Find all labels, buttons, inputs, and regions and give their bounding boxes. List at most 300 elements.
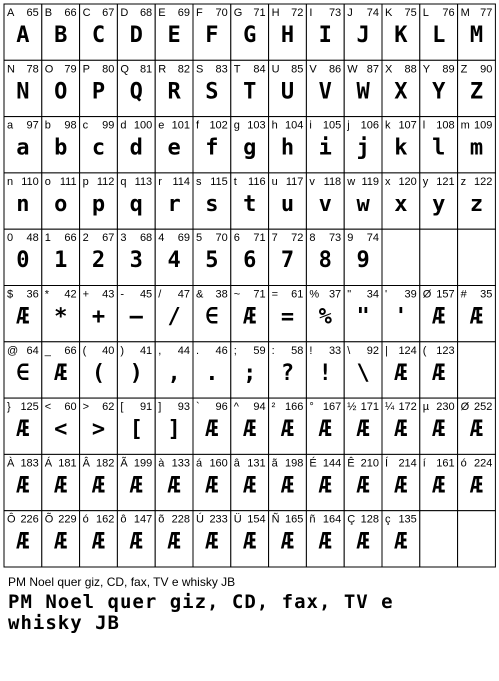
cell-character: É [309,457,317,470]
cell-character: ç [385,513,391,526]
cell-character: 2 [82,232,89,245]
glyph-cell [4,4,42,60]
cell-code: 70 [215,232,228,245]
cell-glyph: R [167,79,181,105]
cell-glyph: Æ [469,304,484,330]
cell-code: 82 [177,63,190,76]
cell-code: 124 [398,344,417,357]
cell-glyph: u [280,191,295,217]
cell-glyph: Æ [54,360,68,386]
glyph-cell [231,286,269,342]
glyph-cell [80,229,118,285]
glyph-cell [344,117,382,173]
cell-code: 77 [480,7,493,19]
cell-code: 107 [398,119,417,132]
cell-glyph: " [356,304,370,330]
glyph-cell [80,511,118,567]
cell-glyph: N [16,79,30,105]
cell-code: 224 [474,457,493,470]
cell-character: Ü [233,513,242,526]
cell-code: 160 [209,457,228,470]
cell-code: 161 [436,457,455,470]
cell-character: Ã [120,457,128,470]
glyph-cell [42,342,80,398]
glyph-cell [231,229,269,285]
cell-code: 45 [139,288,153,301]
cell-glyph: l [432,135,446,161]
cell-code: 172 [398,401,417,414]
glyph-cell [80,342,118,398]
cell-code: 72 [291,232,304,245]
glyph-cell [269,286,307,342]
cell-character: ¼ [385,401,395,414]
glyph-cell [193,117,231,173]
cell-character: - [120,288,125,301]
glyph-cell [344,454,382,510]
cell-character: ó [460,457,467,470]
cell-code: 44 [177,344,190,357]
glyph-cell [42,60,80,116]
cell-code: 66 [64,344,77,357]
glyph-cell [42,117,80,173]
cell-glyph: Æ [432,417,446,443]
glyph-cell [458,286,496,342]
glyph-cell [306,173,344,229]
cell-code: 73 [328,7,342,19]
cell-glyph: 4 [167,248,181,274]
cell-character: f [196,119,200,132]
glyph-cell [382,4,420,60]
cell-character: 5 [196,232,203,245]
cell-code: 229 [58,513,77,526]
cell-glyph: g [243,135,257,161]
cell-glyph: Æ [167,473,181,499]
cell-code: 199 [133,457,153,470]
cell-code: 88 [404,63,417,76]
cell-glyph: / [167,304,181,330]
cell-code: 123 [436,344,455,357]
cell-character: \ [347,344,351,357]
cell-character: [ [120,401,124,414]
cell-character: h [271,119,278,132]
glyph-cell [231,511,269,567]
glyph-cell [80,173,118,229]
cell-code: 230 [436,401,455,414]
cell-character: w [347,175,356,188]
cell-code: 84 [253,63,266,76]
cell-character: , [158,344,162,357]
cell-glyph: 9 [356,248,370,274]
cell-glyph: y [432,191,446,217]
cell-code: 58 [291,344,304,357]
cell-code: 74 [366,232,379,245]
cell-character: Q [120,63,129,76]
cell-glyph: J [356,23,370,48]
cell-code: 64 [26,344,39,357]
cell-character: ° [309,401,314,414]
glyph-cell [193,229,231,285]
glyph-cell [306,4,344,60]
cell-character: 9 [347,232,354,245]
cell-code: 121 [436,175,455,188]
cell-glyph: ' [394,304,408,330]
cell-code: 94 [253,401,266,414]
glyph-cell [117,60,155,116]
cell-glyph: i [318,135,332,161]
cell-code: 69 [177,232,190,245]
glyph-cell [382,454,420,510]
cell-character: # [460,288,467,301]
cell-character: D [120,7,129,19]
cell-character: c [82,119,89,132]
cell-glyph: Æ [243,417,257,443]
cell-code: 80 [102,63,115,76]
cell-code: 157 [436,288,455,301]
glyph-cell [42,4,80,60]
cell-character: r [158,175,162,188]
cell-glyph: x [394,191,408,217]
cell-glyph: Æ [129,473,143,499]
glyph-cell [80,454,118,510]
cell-glyph: < [54,417,68,443]
cell-character: & [196,288,204,301]
cell-character: S [196,63,204,76]
cell-code: 133 [171,457,190,470]
glyph-cell [306,511,344,567]
cell-glyph: Æ [16,529,30,555]
cell-character: Á [44,457,53,470]
glyph-cell [269,229,307,285]
cell-character: 0 [7,232,14,245]
glyph-cell [117,511,155,567]
cell-character: â [233,457,240,470]
glyph-cell [80,4,118,60]
glyph-cell [344,229,382,285]
cell-character: ã [271,457,278,470]
cell-border [420,229,458,285]
cell-glyph: Æ [318,529,332,555]
glyph-cell [344,511,382,567]
glyph-cell [155,60,193,116]
cell-code: 83 [215,63,228,76]
cell-glyph: Æ [394,529,408,555]
cell-glyph: h [280,135,295,161]
cell-glyph: F [205,23,219,48]
glyph-cell [117,454,155,510]
cell-glyph: b [54,135,68,161]
cell-code: 181 [58,457,77,470]
cell-character: p [82,175,89,188]
cell-glyph: ] [167,417,181,443]
cell-glyph: Æ [394,473,408,499]
cell-character: 3 [120,232,127,245]
glyph-cell [193,454,231,510]
cell-character: P [82,63,90,76]
cell-character: m [460,119,470,132]
cell-code: 106 [360,119,379,132]
cell-glyph: Æ [280,417,295,443]
cell-character: } [7,401,11,414]
cell-character: U [271,63,280,76]
glyph-cell [269,117,307,173]
glyph-cell [193,342,231,398]
glyph-cell [269,173,307,229]
cell-character: W [347,63,358,76]
cell-character: I [309,7,313,19]
cell-code: 113 [134,175,153,188]
cell-code: 233 [209,513,228,526]
cell-glyph: ∈ [16,360,30,386]
cell-code: 85 [291,63,304,76]
cell-glyph: Æ [205,473,219,499]
cell-code: 81 [139,63,153,76]
cell-glyph: [ [129,417,143,443]
glyph-cell [155,229,193,285]
cell-character: N [7,63,15,76]
cell-character: ² [271,401,276,414]
cell-character: Ø [422,288,432,301]
cell-character: µ [422,401,430,414]
cell-character: õ [158,513,165,526]
sample-rendered-line-2: whisky JB [8,612,120,634]
glyph-cell [117,286,155,342]
cell-code: 68 [139,7,153,19]
cell-glyph: \ [356,360,370,386]
glyph-cell [269,60,307,116]
cell-code: 252 [474,401,493,414]
cell-code: 38 [215,288,228,301]
cell-border [458,342,496,398]
cell-glyph: Æ [243,473,257,499]
cell-character: Â [82,457,90,470]
cell-code: 131 [247,457,266,470]
cell-code: 66 [64,232,77,245]
cell-code: 67 [102,232,115,245]
cell-glyph: — [129,304,143,330]
cell-code: 198 [285,457,304,470]
glyph-cell [269,454,307,510]
cell-glyph: Æ [318,473,332,499]
cell-glyph: 2 [91,248,106,274]
glyph-cell [193,398,231,454]
cell-character: : [271,344,275,357]
cell-code: 226 [20,513,39,526]
glyph-cell [420,398,458,454]
cell-code: 76 [442,7,455,19]
cell-code: 43 [102,288,115,301]
glyph-cell [231,342,269,398]
cell-glyph: O [54,79,68,105]
glyph-cell [231,117,269,173]
glyph-cell [231,4,269,60]
glyph-cell [117,117,155,173]
glyph-cell [80,286,118,342]
cell-character: ^ [233,401,239,414]
cell-code: 79 [64,63,77,76]
cell-character: _ [44,344,51,357]
glyph-cell [420,342,458,398]
cell-glyph: W [356,79,370,105]
cell-character: ! [309,344,313,357]
cell-character: x [385,175,391,188]
cell-code: 128 [360,513,379,526]
cell-glyph: A [16,23,30,48]
cell-character: K [385,7,393,19]
cell-code: 75 [404,7,417,19]
cell-glyph: + [91,304,106,330]
cell-glyph: V [318,79,332,105]
cell-code: 112 [96,175,115,188]
glyph-cell [382,342,420,398]
cell-glyph: Æ [205,529,219,555]
cell-code: 60 [64,401,77,414]
cell-code: 109 [474,119,493,132]
glyph-cell [420,4,458,60]
cell-character: F [196,7,203,19]
cell-glyph: Æ [356,529,370,555]
glyph-cell [382,117,420,173]
glyph-cell [80,398,118,454]
cell-character: V [309,63,317,76]
glyph-cell [306,454,344,510]
cell-character: ` [196,401,200,414]
cell-character: q [120,175,127,188]
cell-code: 70 [215,7,228,19]
cell-code: 210 [360,457,379,470]
glyph-cell [42,286,80,342]
cell-code: 87 [366,63,379,76]
cell-glyph: Æ [54,473,68,499]
cell-character: ~ [233,288,241,301]
cell-glyph: ? [280,360,295,386]
cell-code: 144 [322,457,342,470]
cell-character: ½ [347,401,357,414]
cell-character: " [347,288,352,301]
cell-character: > [82,401,90,414]
cell-character: l [422,119,426,132]
glyph-cell [306,286,344,342]
glyph-cell [231,398,269,454]
cell-glyph: f [205,135,219,161]
cell-character: G [233,7,243,19]
cell-character: % [309,288,320,301]
cell-code: 41 [139,344,153,357]
cell-code: 125 [20,401,39,414]
cell-glyph: . [205,360,219,386]
glyph-cell [193,173,231,229]
cell-glyph: Æ [16,417,30,443]
cell-character: Ú [196,513,204,526]
cell-glyph: Æ [16,304,30,330]
cell-character: E [158,7,166,19]
cell-character: C [82,7,91,19]
glyph-cell [4,454,42,510]
cell-code: 61 [291,288,304,301]
sample-caption: PM Noel quer giz, CD, fax, TV e whisky JB [8,575,236,589]
glyph-cell [4,286,42,342]
cell-character: ; [233,344,237,357]
cell-glyph: T [243,79,257,105]
cell-character: 7 [271,232,278,245]
cell-glyph: v [318,191,332,217]
cell-code: 99 [102,119,115,132]
cell-code: 171 [360,401,379,414]
cell-border [382,229,420,285]
cell-code: 108 [436,119,455,132]
cell-code: 68 [139,232,153,245]
cell-code: 114 [172,175,190,188]
cell-code: 33 [328,344,342,357]
glyph-cell [458,454,496,510]
cell-code: 96 [215,401,228,414]
cell-glyph: k [394,135,408,161]
cell-glyph: 7 [280,248,295,274]
cell-character: a [7,119,14,132]
glyph-cell [4,117,42,173]
cell-code: 71 [253,288,266,301]
cell-code: 59 [253,344,266,357]
cell-code: 71 [253,7,266,19]
cell-code: 105 [322,119,342,132]
cell-glyph: 5 [205,248,219,274]
cell-character: 4 [158,232,165,245]
cell-border [458,229,496,285]
cell-code: 214 [398,457,417,470]
cell-glyph: 8 [318,248,332,274]
cell-glyph: ; [243,360,257,386]
glyph-cell [382,398,420,454]
cell-glyph: Æ [394,360,408,386]
cell-character: A [7,7,15,19]
glyph-cell [344,286,382,342]
cell-code: 34 [366,288,379,301]
glyph-cell [306,398,344,454]
cell-glyph: m [469,135,484,161]
cell-character: ] [158,401,162,414]
cell-code: 117 [285,175,304,188]
glyph-cell [306,117,344,173]
cell-code: 92 [366,344,379,357]
cell-glyph: Æ [54,529,68,555]
cell-character: í [422,457,426,470]
glyph-cell [155,454,193,510]
cell-code: 65 [26,7,39,19]
glyph-cell [458,117,496,173]
cell-character: z [460,175,467,188]
glyph-cell [269,511,307,567]
cell-character: 8 [309,232,316,245]
cell-code: 71 [253,232,266,245]
glyph-cell [4,398,42,454]
cell-character: á [196,457,203,470]
cell-code: 147 [133,513,153,526]
cell-character: M [460,7,470,19]
cell-character: ( [82,344,87,357]
cell-border [420,511,458,567]
cell-code: 69 [177,7,190,19]
cell-character: T [233,63,241,76]
cell-glyph: Æ [167,529,181,555]
glyph-cell [193,4,231,60]
glyph-cell [269,398,307,454]
cell-character: k [385,119,391,132]
cell-character: ' [385,288,388,301]
glyph-cell [155,398,193,454]
cell-character: = [271,288,279,301]
cell-glyph: r [167,191,181,217]
cell-glyph: d [129,135,143,161]
glyph-cell [193,60,231,116]
